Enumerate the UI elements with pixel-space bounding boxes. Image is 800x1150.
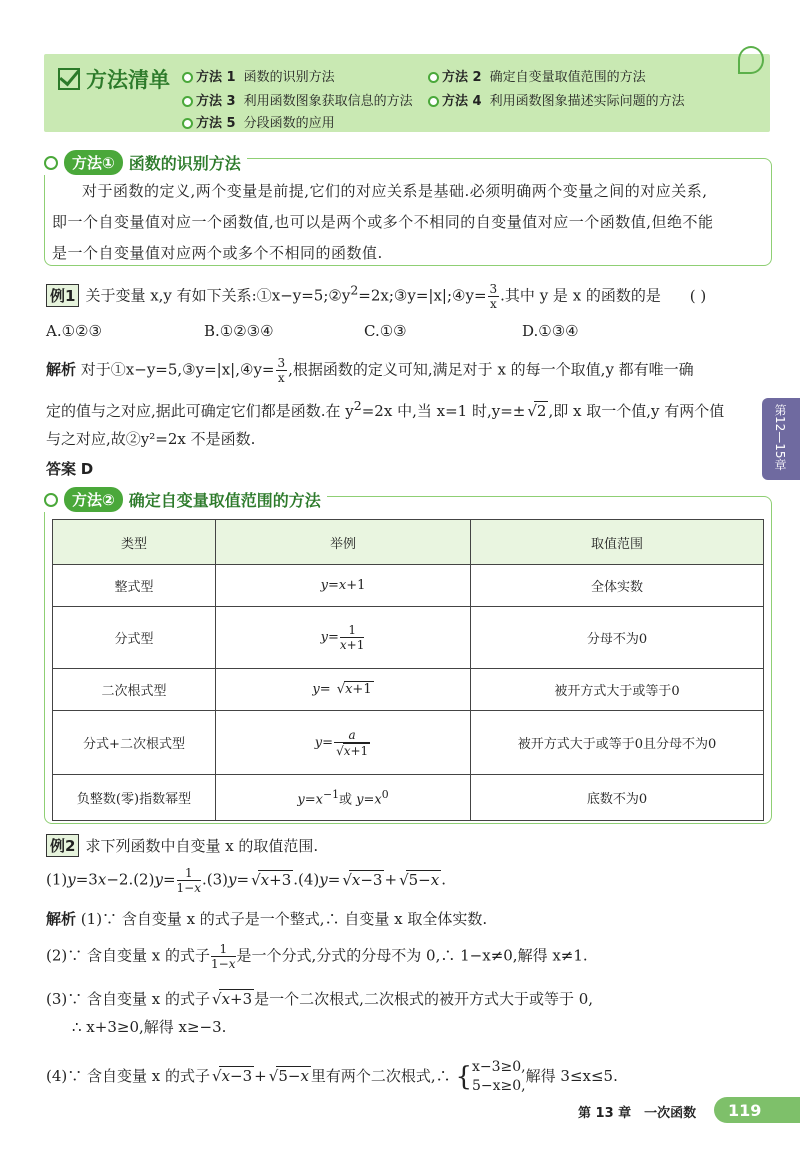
example2-step-2: (2)∵ 含自变量 x 的式子 $\frac{1}{1-x}$ 是一个分式,分式的分母不为 0,∴ 1−x≠0,解得 x≠1. bbox=[46, 942, 588, 971]
dot-icon bbox=[44, 493, 58, 507]
banner-title: 方法清单 bbox=[58, 64, 170, 94]
page-number-badge: 119 bbox=[714, 1097, 800, 1123]
method-item-4[interactable]: 方法 4 利用函数图象描述实际问题的方法 bbox=[428, 90, 685, 109]
dot-icon bbox=[182, 96, 193, 107]
example2-step-3: (3)∵ 含自变量 x 的式子√ x+3 是一个二次根式,二次根式的被开方式大于或等于 0, bbox=[46, 988, 593, 1009]
option-c[interactable]: C.①③ bbox=[364, 322, 407, 340]
dot-icon bbox=[44, 156, 58, 170]
example2-stem: 例2 求下列函数中自变量 x 的取值范围. bbox=[46, 834, 318, 857]
table-row: 二次根式型 y= √ x+1 被开方式大于或等于0 bbox=[53, 669, 764, 711]
example1-analysis-3: 与之对应,故②y²=2x 不是函数. bbox=[46, 430, 256, 448]
option-a[interactable]: A.①②③ bbox=[46, 322, 102, 340]
table-row: 负整数(零)指数幂型 $y=x^{-1}$或 $y=x^0$ 底数不为0 bbox=[53, 775, 764, 821]
dot-icon bbox=[428, 72, 439, 83]
example2-step-1: 解析 (1)∵ 含自变量 x 的式子是一个整式,∴ 自变量 x 取全体实数. bbox=[46, 910, 488, 928]
example2-step-3b: ∴ x+3≥0,解得 x≥−3. bbox=[72, 1018, 227, 1036]
table-row: 分式型 y= $\frac{1}{x+1}$ 分母不为0 bbox=[53, 607, 764, 669]
option-b[interactable]: B.①②③④ bbox=[204, 322, 274, 340]
dot-icon bbox=[428, 96, 439, 107]
method-item-5[interactable]: 方法 5 分段函数的应用 bbox=[182, 112, 335, 131]
example2-questions: (1)y=3x−2.(2)y= $\frac{1}{1-x}$ .(3)y=√ x+3 .(4)y=√ x−3 +√ 5−x . bbox=[46, 866, 446, 895]
chapter-side-tab[interactable]: 第12—15章 bbox=[762, 398, 800, 480]
dot-icon bbox=[182, 72, 193, 83]
leaf-icon bbox=[738, 46, 764, 74]
example1-stem: 例1 关于变量 x,y 有如下关系$:①x-y=5;②y^2=2x;③y=|x|;④y=$ $\frac{3}{x}$ .其中 y 是 x 的函数的是 ( ) bbox=[46, 282, 706, 311]
method-item-3[interactable]: 方法 3 利用函数图象获取信息的方法 bbox=[182, 90, 413, 109]
table-row: 整式型 y=x+1 全体实数 bbox=[53, 565, 764, 607]
method1-heading: 方法① 函数的识别方法 bbox=[44, 150, 247, 175]
example1-analysis-2: 定的值与之对应,据此可确定它们都是函数.在 $y^2=2x$ 中,当 x=1 时,y=±√ 2 ,即 x 取一个值,y 有两个值 bbox=[46, 398, 724, 421]
method2-heading: 方法② 确定自变量取值范围的方法 bbox=[44, 487, 327, 512]
method-item-1[interactable]: 方法 1 函数的识别方法 bbox=[182, 66, 335, 85]
example1-answer: 答案 D bbox=[46, 460, 94, 478]
table-header-row: 类型 举例 取值范围 bbox=[53, 520, 764, 565]
method1-text: 对于函数的定义,两个变量是前提,它们的对应关系是基础.必须明确两个变量之间的对应关系, 即一个自变量值对应一个函数值,也可以是两个或多个不相同的自变量值对应一个函数值,但绝不能 是一个自变量值对应两个或多个不相同的函数值. bbox=[52, 182, 714, 262]
example2-step-4: (4)∵ 含自变量 x 的式子√ x−3 +√ 5−x 里有两个二次根式,∴ { x−3≥0, 5−x≥0, 解得 3≤x≤5. bbox=[46, 1058, 618, 1096]
dot-icon bbox=[182, 118, 193, 129]
option-d[interactable]: D.①③④ bbox=[522, 322, 579, 340]
method-item-2[interactable]: 方法 2 确定自变量取值范围的方法 bbox=[428, 66, 646, 85]
range-table bbox=[52, 519, 764, 821]
method-list-banner bbox=[44, 54, 770, 132]
table-row: 分式+二次根式型 y= a √ x+1 被开方式大于或等于0且分母不为0 bbox=[53, 711, 764, 775]
chapter-footer: 第 13 章 一次函数 bbox=[578, 1106, 697, 1121]
checkbox-icon bbox=[58, 68, 80, 90]
example1-analysis-1: 解析 对于①x−y=5,③y=|x|,④y= $\frac{3}{x}$ ,根据函数的定义可知,满足对于 x 的每一个取值,y 都有唯一确 bbox=[46, 356, 694, 385]
